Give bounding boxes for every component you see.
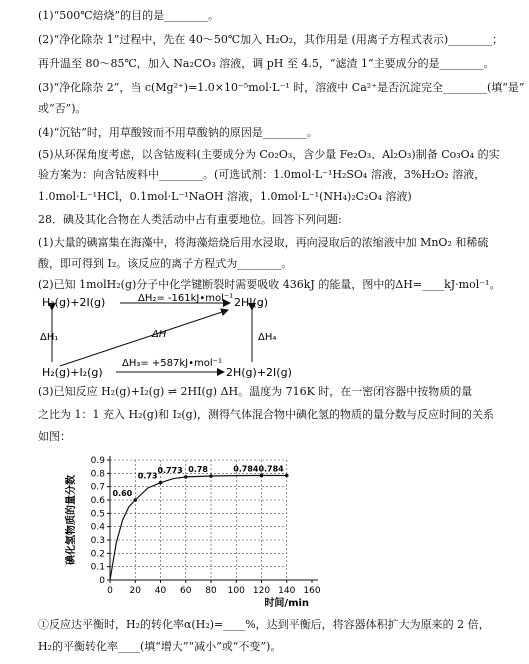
q5-text-line2: 验方案为：向含钴废料中________。(可选试剂：1.0mol·L⁻¹H₂SO₄ 溶液，3%H₂O₂ 溶液， xyxy=(38,168,486,181)
q28-3-sub1-line1: ①反应达平衡时，H₂的转化率α(H₂)=____%，达到平衡后，将容器体积扩大为原来的 2 倍， xyxy=(38,618,490,631)
q4-text: (4)“沉钴”时，用草酸铵而不用草酸钠的原因是________。 xyxy=(38,126,318,139)
q28-3-sub1-line2: H₂的平衡转化率____(填“增大”“减小”或“不变”)。 xyxy=(38,640,282,653)
q28-3-line2: 之比为 1：1 充入 H₂(g)和 I₂(g)，测得气体混合物中碘化氢的物质的量分数与反应时间的关系 xyxy=(38,408,494,421)
x-tick-label: 0 xyxy=(107,586,113,596)
q2-text-line1: (2)“净化除杂 1”过程中，先在 40～50℃加入 H₂O₂，其作用是 (用离子方程式表示)________； xyxy=(38,33,504,46)
y-tick-label: 0.4 xyxy=(90,522,105,533)
q5-text-line1: (5)从环保角度考虑，以含钴废料(主要成分为 Co₂O₃，含少量 Fe₂O₃、Al₂O₃)制备 Co₃O₄ 的实 xyxy=(38,148,500,161)
data-point xyxy=(184,475,188,479)
q28-3-line1: (3)已知反应 H₂(g)+I₂(g) ⇌ 2HI(g) ΔH。温度为 716K 时，在一密闭容器中按物质的量 xyxy=(38,385,473,398)
series-line xyxy=(110,476,287,581)
data-label: 0.784 xyxy=(233,464,259,474)
x-tick-label: 140 xyxy=(278,586,296,596)
x-tick-label: 60 xyxy=(180,586,192,596)
q2-text-line2: 再升温至 80～85℃，加入 Na₂CO₃ 溶液，调 pH 至 4.5，“滤渣 1”主要成分的是________。 xyxy=(38,57,495,70)
x-tick-label: 80 xyxy=(205,586,217,596)
x-tick-label: 40 xyxy=(154,586,167,596)
q28-2-text: (2)已知 1molH₂(g)分子中化学键断裂时需要吸收 436kJ 的能量，图中的ΔH=____kJ·mol⁻¹。 xyxy=(38,278,501,291)
diagram-diag-label: ΔH xyxy=(152,329,167,340)
diagram-top-right: 2HI(g) xyxy=(234,296,269,309)
q28-1-line2: 酸，即可得到 I₂。该反应的离子方程式为________。 xyxy=(38,257,293,270)
y-axis-label: 碘化氢物质的量分数 xyxy=(66,475,77,565)
energy-cycle-diagram xyxy=(40,292,300,378)
x-tick-label: 100 xyxy=(227,586,245,596)
diagram-left-label: ΔH₁ xyxy=(40,332,59,343)
q28-1-line1: (1)大量的碘富集在海藻中，将海藻焙烧后用水浸取，再向浸取后的浓缩液中加 MnO₂ 和稀硫 xyxy=(38,236,489,249)
x-tick-label: 120 xyxy=(252,586,271,596)
data-point xyxy=(133,498,137,502)
q28-heading: 28．碘及其化合物在人类活动中占有重要地位。回答下列问题: xyxy=(38,213,342,226)
data-label: 0.73 xyxy=(137,471,158,481)
y-tick-label: 0.5 xyxy=(90,509,105,520)
data-label: 0.773 xyxy=(157,465,183,475)
q1-text: (1)“500℃焙烧”的目的是________。 xyxy=(38,9,220,22)
data-point xyxy=(285,474,289,478)
x-tick-label: 20 xyxy=(129,586,141,596)
diagram-top-arrow-label: ΔH₂= -161kJ•mol⁻¹ xyxy=(138,293,234,304)
diagram-bottom-right: 2H(g)+2I(g) xyxy=(226,366,292,379)
data-label: 0.78 xyxy=(188,465,208,474)
diagram-right-label: ΔH₄ xyxy=(258,332,277,343)
q3-text-line2: 或“否”)。 xyxy=(38,102,87,115)
y-tick-label: 0.2 xyxy=(90,549,105,560)
y-tick-label: 0.7 xyxy=(90,482,105,493)
diagram-bottom-arrow-label: ΔH₃= +587kJ•mol⁻¹ xyxy=(122,358,222,369)
diagram-top-left: H₂(g)+2I(g) xyxy=(42,296,106,309)
y-tick-label: 0.6 xyxy=(90,496,105,506)
q5-text-line3: 1.0mol·L⁻¹HCl，0.1mol·L⁻¹NaOH 溶液，1.0mol·L⁻¹(NH₄)₂C₂O₄ 溶液) xyxy=(38,190,412,203)
data-label: 0.784 xyxy=(258,464,284,474)
q3-text-line1: (3)“净化除杂 2”，当 c(Mg²⁺)=1.0×10⁻⁵mol·L⁻¹ 时，溶液中 Ca²⁺是否沉淀完全________(填“是” xyxy=(38,81,525,94)
x-axis-label: 时间/min xyxy=(264,598,310,609)
y-tick-label: 0.8 xyxy=(90,469,105,480)
data-point xyxy=(260,474,264,478)
x-tick-label: 160 xyxy=(303,586,321,596)
data-label: 0.60 xyxy=(112,489,133,498)
y-tick-label: 0.9 xyxy=(90,456,105,466)
data-point xyxy=(159,481,163,485)
y-tick-label: 0.3 xyxy=(90,536,105,546)
diagram-bottom-left: H₂(g)+I₂(g) xyxy=(42,366,103,379)
y-tick-label: 0 xyxy=(99,576,105,586)
y-tick-label: 0.1 xyxy=(90,562,105,573)
q28-3-line3: 如图： xyxy=(38,430,71,443)
hi-fraction-chart xyxy=(64,452,332,609)
data-point xyxy=(209,474,213,478)
